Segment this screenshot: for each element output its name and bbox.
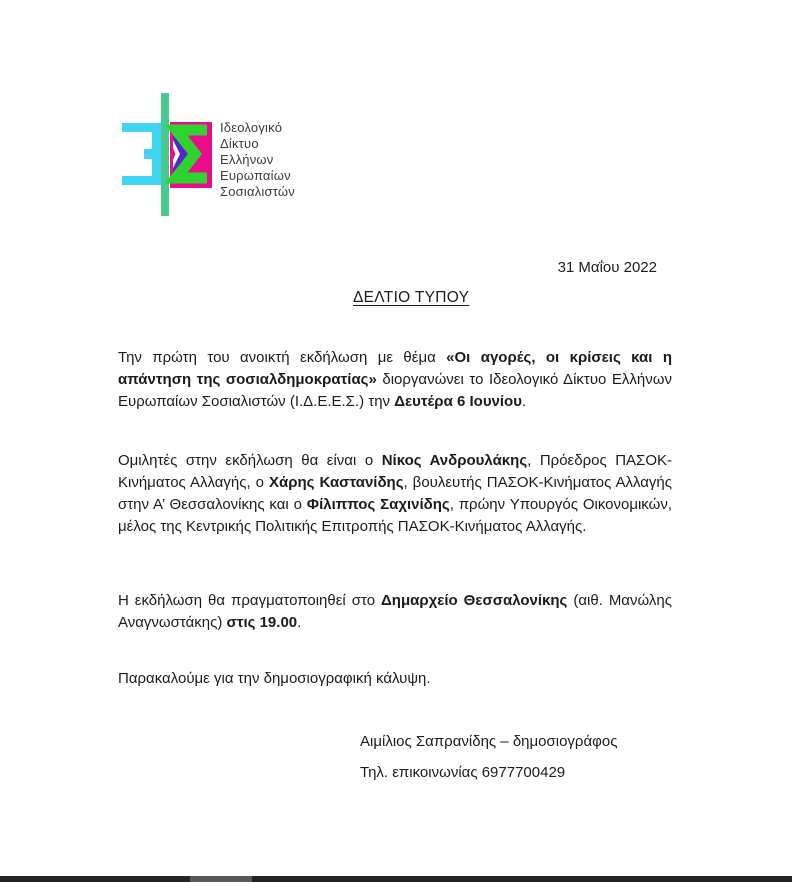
logo-text-line: Ιδεολογικό [220,120,283,135]
logo-text-line: Ελλήνων [220,152,274,167]
paragraph-event-announcement: Την πρώτη του ανοικτή εκδήλωση με θέμα «Οι αγορές, οι κρίσεις και η απάντηση της σοσιαλδημοκρατίας» διοργανώνει το Ιδεολογικό Δίκτυο Ελλήνων Ευρωπαίων Σοσιαλιστών (Ι.Δ.Ε.Ε.Σ.) την Δευτέρα 6 Ιουνίου. [118,349,672,410]
paragraph-speakers: Ομιλητές στην εκδήλωση θα είναι ο Νίκος Ανδρουλάκης, Πρόεδρος ΠΑΣΟΚ-Κινήματος Αλλαγής, ο Χάρης Καστανίδης, βουλευτής ΠΑΣΟΚ-Κινήματος Αλλαγής στην Α’ Θεσσαλονίκης και ο Φίλιππος Σαχινίδης, πρώην Υπουργός Οικονομικών, μέλος της Κεντρικής Πολιτικής Επιτροπής ΠΑΣΟΚ-Κινήματος Αλλαγής. [118,452,672,535]
paragraph-venue-time: Η εκδήλωση θα πραγματοποιηθεί στο Δημαρχείο Θεσσαλονίκης (αιθ. Μανώλης Αναγνωστάκης) στις 19.00. [118,592,672,631]
green-bar [161,93,169,216]
horizontal-scrollbar[interactable] [0,876,792,882]
contact-phone: Τηλ. επικοινωνίας 6977700429 [360,764,566,781]
document-date: 31 Μαΐου 2022 [557,259,657,276]
logo-wordmark [220,120,295,200]
scrollbar-thumb[interactable] [190,876,252,882]
cyan-e-shape [122,123,161,185]
logo-text-line: Δίκτυο [220,136,259,151]
contact-name: Αιμίλιος Σαπρανίδης – δημοσιογράφος [360,733,618,750]
logo-mark [120,92,212,217]
logo-text-line: Σοσιαλιστών [220,184,295,199]
logo-text-line: Ευρωπαίων [220,168,291,183]
document-title: ΔΕΛΤΙΟ ΤΥΠΟΥ [353,289,470,306]
paragraph-press-request: Παρακαλούμε για την δημοσιογραφική κάλυψη. [118,670,431,687]
